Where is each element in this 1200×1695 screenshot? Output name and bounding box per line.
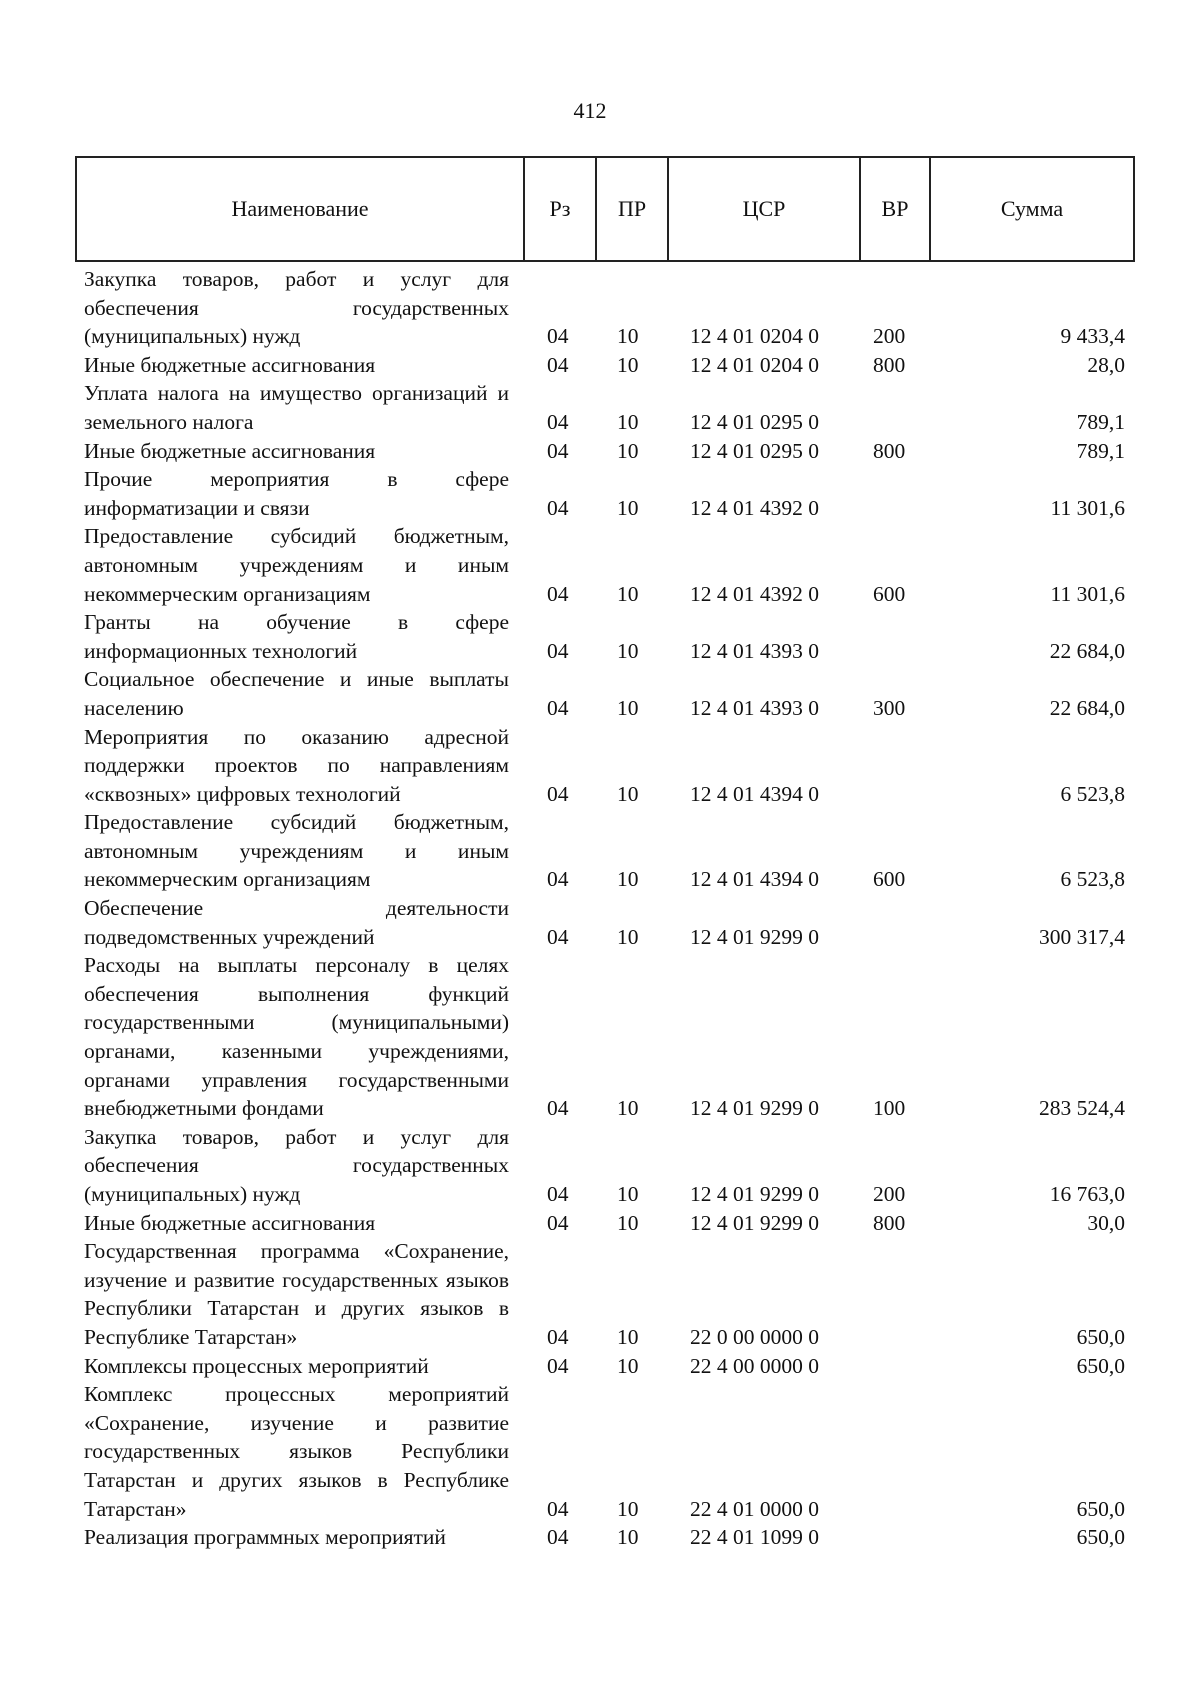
table-row [0,951,1200,1123]
cell-pr: 10 [617,409,639,434]
cell-pr: 10 [617,1210,639,1235]
cell-sum: 300 317,4 [1039,924,1125,949]
cell-rz: 04 [547,409,569,434]
table-row [0,437,1200,466]
table-row [0,1523,1200,1552]
cell-pr: 10 [617,695,639,720]
table-row [0,379,1200,436]
cell-pr: 10 [617,495,639,520]
cell-pr: 10 [617,1496,639,1521]
cell-name: Гранты на обучение в сфере информационных технологий [84,610,509,663]
table-row [0,723,1200,809]
table-body [0,265,1200,1552]
cell-pr: 10 [617,924,639,949]
cell-rz: 04 [547,1096,569,1121]
cell-name: Государственная программа «Сохранение, изучение и развитие государственных языков Республики Татарстан и других языков в Республике Татарстан» [84,1239,509,1349]
cell-name: Прочие мероприятия в сфере информатизации и связи [84,467,509,520]
cell-pr: 10 [617,581,639,606]
cell-name: Закупка товаров, работ и услуг для обеспечения государственных (муниципальных) нужд [84,1124,509,1206]
cell-pr: 10 [617,867,639,892]
cell-name: Комплексы процессных мероприятий [84,1353,429,1378]
cell-name: Реализация программных мероприятий [84,1525,446,1550]
cell-sum: 6 523,8 [1060,867,1125,892]
table-row [0,1237,1200,1351]
cell-name: Комплекс процессных мероприятий «Сохранение, изучение и развитие государственных языков Республики Татарстан и других языков в Республике Татарстан» [84,1382,509,1521]
table-row [0,1209,1200,1238]
cell-vr: 800 [873,1210,906,1235]
cell-sum: 789,1 [1076,438,1125,463]
cell-sum: 283 524,4 [1039,1096,1125,1121]
cell-vr: 100 [873,1096,906,1121]
cell-pr: 10 [617,324,639,349]
cell-sum: 28,0 [1087,352,1125,377]
table-row [0,1352,1200,1381]
cell-csr: 12 4 01 0295 0 [690,409,819,434]
cell-sum: 22 684,0 [1049,695,1125,720]
cell-pr: 10 [617,352,639,377]
table-header [75,156,1135,262]
table-row [0,894,1200,951]
cell-csr: 12 4 01 4394 0 [690,781,819,806]
cell-rz: 04 [547,352,569,377]
cell-pr: 10 [617,1525,639,1550]
cell-csr: 12 4 01 0295 0 [690,438,819,463]
cell-vr: 200 [873,1182,906,1206]
cell-csr: 12 4 01 4392 0 [690,581,819,606]
cell-name: Иные бюджетные ассигнования [84,352,376,377]
cell-vr: 600 [873,581,906,606]
cell-sum: 6 523,8 [1060,781,1125,806]
cell-rz: 04 [547,1210,569,1235]
cell-name: Иные бюджетные ассигнования [84,438,376,463]
cell-csr: 12 4 01 0204 0 [690,352,819,377]
cell-rz: 04 [547,1182,569,1206]
cell-rz: 04 [547,1324,569,1349]
cell-vr: 300 [873,695,906,720]
cell-name: Социальное обеспечение и иные выплаты населению [84,667,509,720]
cell-sum: 650,0 [1076,1496,1125,1521]
cell-sum: 9 433,4 [1060,324,1125,349]
cell-csr: 12 4 01 4393 0 [690,695,819,720]
cell-name: Обеспечение деятельности подведомственных учреждений [84,896,509,949]
cell-csr: 12 4 01 0204 0 [690,324,819,349]
cell-sum: 789,1 [1076,409,1125,434]
cell-csr: 12 4 01 9299 0 [690,1096,819,1121]
header-name: Наименование [77,158,525,260]
table-row [0,1380,1200,1523]
cell-rz: 04 [547,867,569,892]
cell-csr: 12 4 01 9299 0 [690,1210,819,1235]
cell-pr: 10 [617,781,639,806]
cell-csr: 22 4 01 0000 0 [690,1496,819,1521]
cell-name: Предоставление субсидий бюджетным, автономным учреждениям и иным некоммерческим организациям [84,524,509,606]
table-row [0,1123,1200,1209]
cell-pr: 10 [617,438,639,463]
cell-vr: 800 [873,352,906,377]
cell-rz: 04 [547,495,569,520]
cell-name: Уплата налога на имущество организаций и земельного налога [84,381,509,434]
cell-pr: 10 [617,1353,639,1378]
cell-rz: 04 [547,438,569,463]
table-row [0,808,1200,894]
cell-sum: 650,0 [1076,1353,1125,1378]
header-vr: ВР [861,158,931,260]
cell-pr: 10 [617,638,639,663]
cell-vr: 800 [873,438,906,463]
cell-sum: 11 301,6 [1050,495,1125,520]
cell-sum: 30,0 [1087,1210,1125,1235]
cell-csr: 12 4 01 4394 0 [690,867,819,892]
cell-rz: 04 [547,581,569,606]
table-row [0,351,1200,380]
cell-rz: 04 [547,781,569,806]
cell-name: Предоставление субсидий бюджетным, автономным учреждениям и иным некоммерческим организациям [84,810,509,892]
header-sum: Сумма [1000,196,1064,221]
page-number: 412 [573,98,607,123]
cell-rz: 04 [547,924,569,949]
header-pr: ПР [597,158,669,260]
table-row [0,608,1200,665]
cell-csr: 22 4 01 1099 0 [690,1525,819,1550]
cell-name: Мероприятия по оказанию адресной поддержки проектов по направлениям «сквозных» цифровых технологий [84,724,509,806]
cell-rz: 04 [547,638,569,663]
cell-pr: 10 [617,1324,639,1349]
cell-sum: 11 301,6 [1050,581,1125,606]
cell-vr: 600 [873,867,906,892]
table-row [0,265,1200,351]
cell-name: Закупка товаров, работ и услуг для обеспечения государственных (муниципальных) нужд [84,267,509,349]
cell-csr: 12 4 01 4392 0 [690,495,819,520]
cell-rz: 04 [547,1496,569,1521]
cell-sum: 650,0 [1076,1525,1125,1550]
cell-vr: 200 [873,324,906,349]
table-row [0,522,1200,608]
cell-rz: 04 [547,1525,569,1550]
cell-csr: 22 0 00 0000 0 [690,1324,819,1349]
cell-rz: 04 [547,695,569,720]
table-row [0,665,1200,722]
cell-pr: 10 [617,1182,639,1206]
cell-rz: 04 [547,324,569,349]
table-row [0,465,1200,522]
cell-csr: 12 4 01 4393 0 [690,638,819,663]
cell-name: Иные бюджетные ассигнования [84,1210,376,1235]
cell-pr: 10 [617,1096,639,1121]
cell-rz: 04 [547,1353,569,1378]
cell-csr: 12 4 01 9299 0 [690,924,819,949]
cell-csr: 22 4 00 0000 0 [690,1353,819,1378]
cell-sum: 16 763,0 [1049,1182,1125,1206]
header-csr: ЦСР [669,158,861,260]
cell-name: Расходы на выплаты персоналу в целях обеспечения выполнения функций государственными (муниципальными) органами, казенными учреждениями, органами управления государственными внебюджетными фондами [84,953,509,1121]
header-rz: Рз [525,158,597,260]
cell-csr: 12 4 01 9299 0 [690,1182,819,1206]
cell-sum: 650,0 [1076,1324,1125,1349]
cell-sum: 22 684,0 [1049,638,1125,663]
